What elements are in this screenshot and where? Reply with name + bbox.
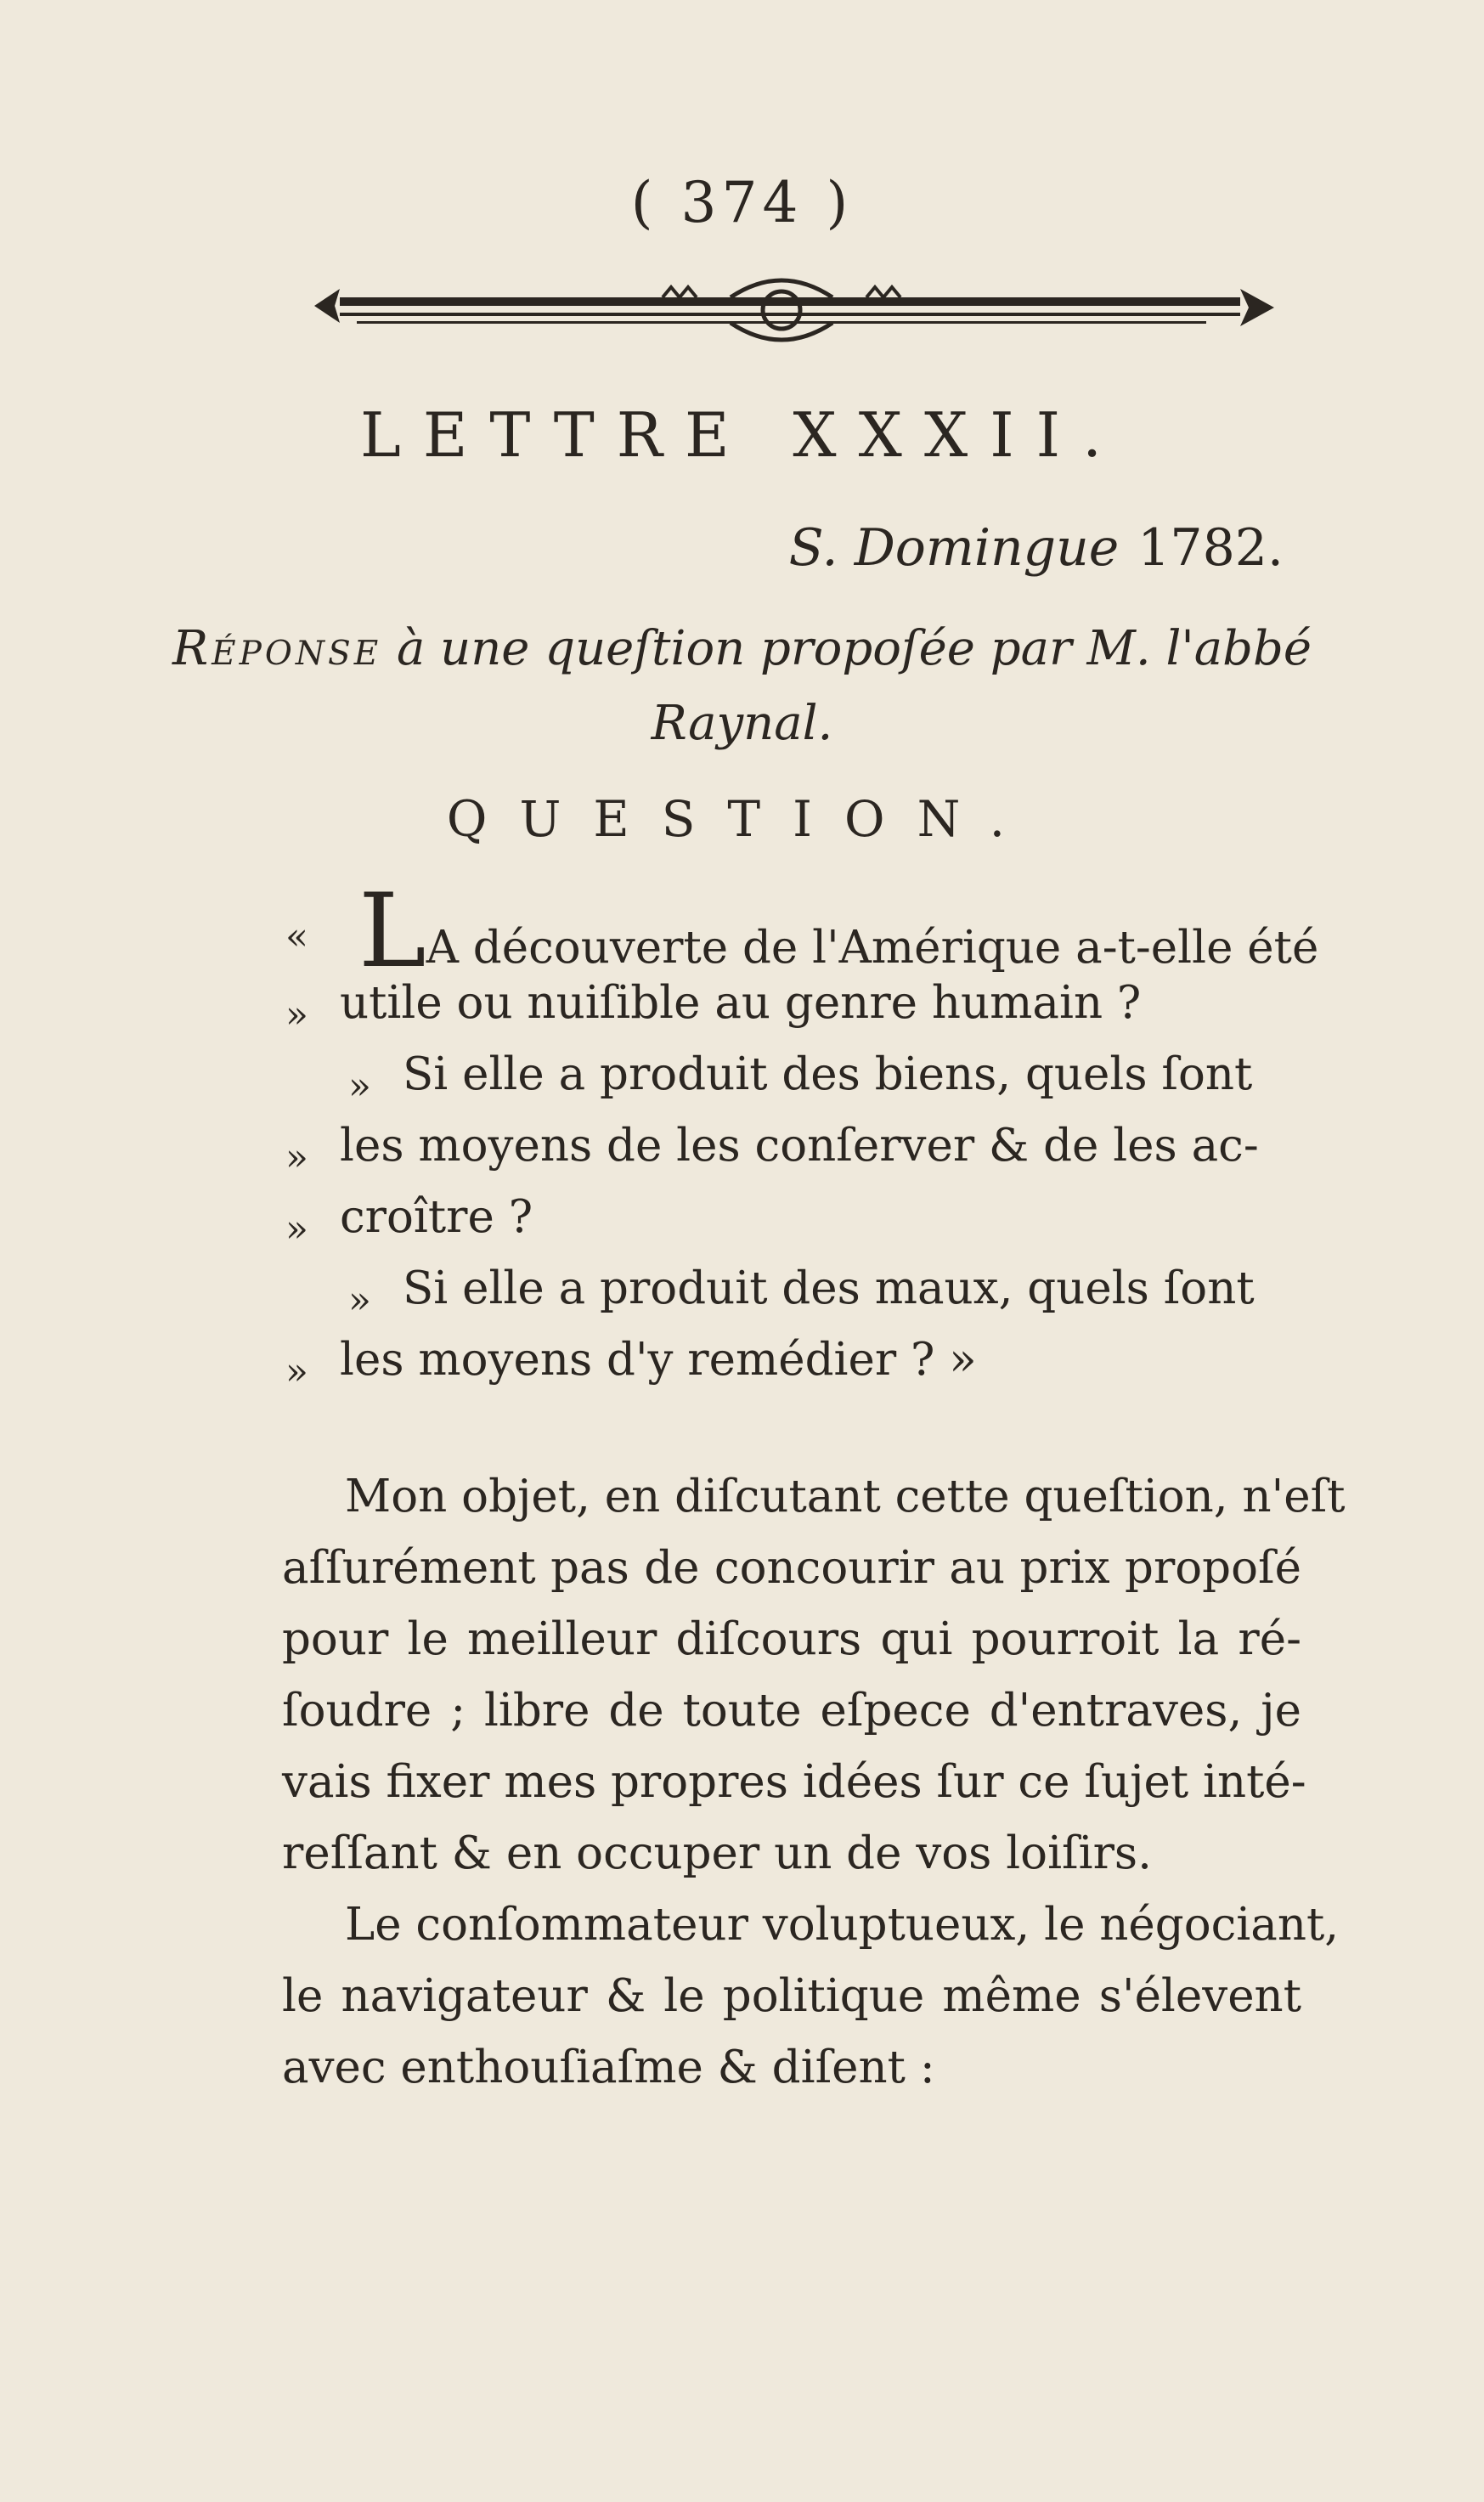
text-line: avec enthouſiaſme & diſent : — [282, 2042, 935, 2093]
text-line: pour le meilleur diſcours qui pourroit la ré- — [282, 1613, 1301, 1665]
place: S. Domingue — [788, 518, 1120, 578]
quote-line — [285, 968, 1305, 1039]
quote-line — [285, 1110, 1305, 1182]
question-heading: QUESTION. — [446, 790, 1038, 848]
quote-mark: » — [285, 1207, 308, 1251]
quote-mark: » — [348, 1279, 371, 1322]
quote-line — [285, 1182, 1305, 1253]
text-line: ſoudre ; libre de toute eſpece d'entraves, je — [282, 1685, 1301, 1737]
quote-mark: » — [285, 1136, 308, 1179]
quote-line — [285, 873, 1319, 991]
text-line: Mon objet, en diſcutant cette queſtion, n'eſt — [345, 1471, 1346, 1522]
typographic-rule-ornament-icon — [306, 263, 1291, 357]
subtitle-line-1 — [0, 612, 1484, 686]
quote-mark: » — [285, 993, 308, 1036]
text-line: reſſant & en occuper un de vos loiſirs. — [282, 1827, 1152, 1879]
quote-text: Si elle a produit des maux, quels ſont — [403, 1262, 1255, 1314]
reponse-word: Réponse — [172, 621, 382, 676]
quote-text: les moyens d'y remédier ? » — [340, 1334, 977, 1386]
quote-mark: » — [285, 1350, 308, 1393]
paragraph-1 — [282, 1461, 1346, 1889]
letter-place-date — [789, 518, 1284, 578]
year: 1782. — [1137, 518, 1284, 578]
quote-text: Si elle a produit des biens, quels ſont — [403, 1048, 1253, 1100]
quote-mark: « — [285, 915, 308, 958]
quote-line — [285, 1039, 1305, 1110]
text-line: vais fixer mes propres idées ſur ce ſujet inté- — [282, 1756, 1306, 1808]
subtitle-line-2: Raynal. — [651, 696, 833, 751]
quote-text: croître ? — [340, 1191, 533, 1243]
drop-cap: L — [358, 873, 426, 991]
quote-text: utile ou nuiſible au genre humain ? — [340, 977, 1142, 1029]
subtitle-line-1-rest: à une queſtion propoſée par M. l'abbé — [396, 621, 1312, 676]
text-line: aſſurément pas de concourir au prix propoſé — [282, 1542, 1301, 1594]
text-line: Le conſommateur voluptueux, le négociant, — [345, 1899, 1340, 1951]
letter-title: LETTRE XXXII. — [360, 399, 1124, 471]
quote-line — [285, 1324, 1305, 1396]
page-number: ( 374 ) — [630, 170, 854, 235]
text-line: le navigateur & le politique même s'élevent — [282, 1970, 1301, 2022]
quote-line — [285, 1253, 1305, 1324]
quote-text: les moyens de les conſerver & de les ac- — [340, 1120, 1259, 1172]
quote-mark: » — [348, 1065, 371, 1108]
paragraph-2 — [282, 1889, 1340, 2104]
quote-text: LA découverte de l'Amérique a-t-elle été — [358, 873, 1319, 991]
subtitle — [0, 612, 1484, 761]
